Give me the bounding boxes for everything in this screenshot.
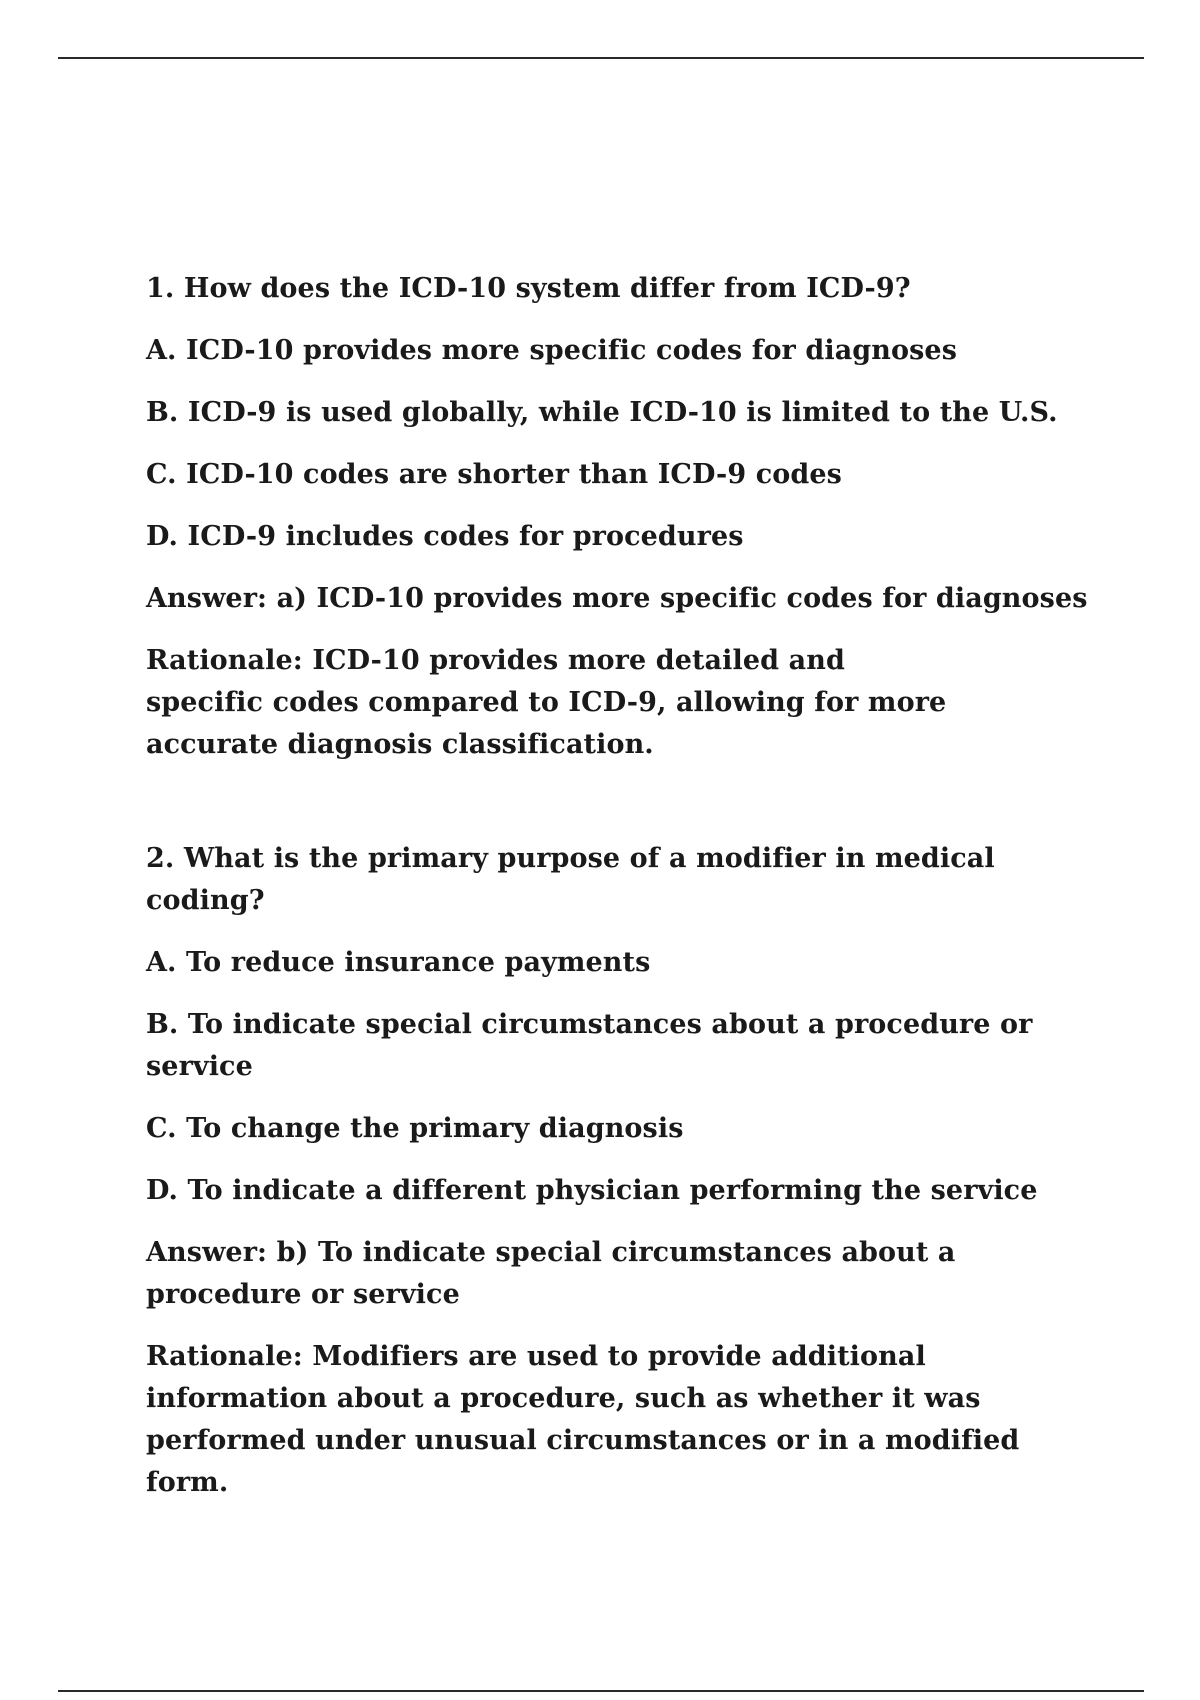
option-c: C. To change the primary diagnosis <box>146 1113 684 1144</box>
top-divider <box>58 57 1144 59</box>
document-body <box>146 268 1106 1504</box>
question-block-2 <box>146 838 1106 1504</box>
option-d: D. To indicate a different physician performing the service <box>146 1175 1038 1206</box>
answer-text: Answer: a) ICD-10 provides more specific codes for diagnoses <box>146 583 1088 614</box>
question-block-1 <box>146 268 1106 766</box>
answer-text: Answer: b) To indicate special circumstances about a procedure or service <box>146 1237 956 1310</box>
option-d: D. ICD-9 includes codes for procedures <box>146 521 744 552</box>
rationale-text: Rationale: Modifiers are used to provide additional information about a procedure, such as whether it was performed under unusual circumstances or in a modified form. <box>146 1341 1020 1498</box>
option-a: A. To reduce insurance payments <box>146 947 651 978</box>
question-text: 2. What is the primary purpose of a modifier in medical coding? <box>146 843 995 916</box>
rationale-text: Rationale: ICD-10 provides more detailed and specific codes compared to ICD-9, allowing for more accurate diagnosis classification. <box>146 645 947 760</box>
option-b: B. To indicate special circumstances about a procedure or service <box>146 1009 1033 1082</box>
option-c: C. ICD-10 codes are shorter than ICD-9 codes <box>146 459 842 490</box>
option-a: A. ICD-10 provides more specific codes for diagnoses <box>146 335 958 366</box>
option-b: B. ICD-9 is used globally, while ICD-10 is limited to the U.S. <box>146 397 1058 428</box>
bottom-divider <box>58 1690 1144 1692</box>
question-text: 1. How does the ICD-10 system differ from ICD-9? <box>146 273 911 304</box>
